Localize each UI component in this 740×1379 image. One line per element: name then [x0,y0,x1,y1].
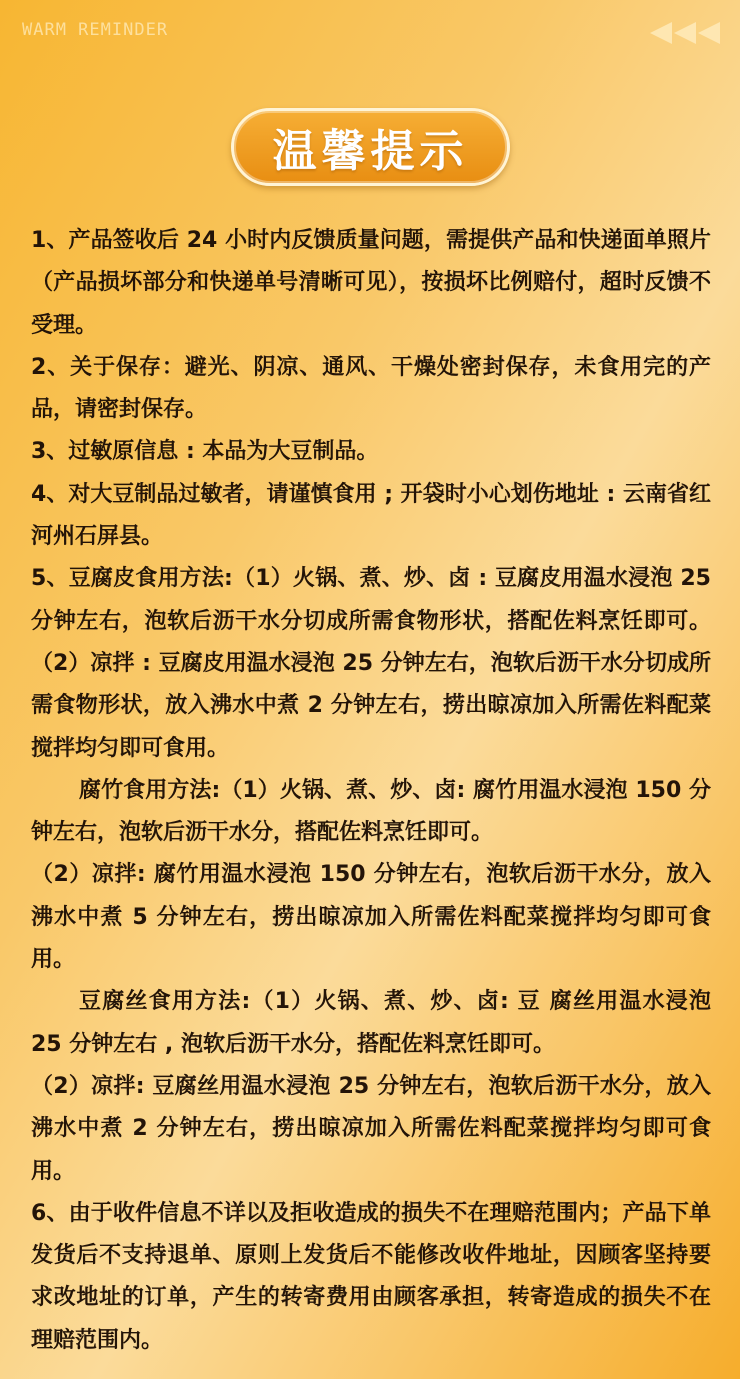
left-arrow-icon [674,22,696,44]
reminder-item-yuba-salad: （2）凉拌: 腐竹用温水浸泡 150 分钟左右，泡软后沥干水分，放入沸水中煮 5 分钟左右，捞出晾凉加入所需佐料配菜搅拌均匀即可食用。 [31,862,711,973]
left-arrow-icon [650,22,672,44]
reminder-item-yuba-usage: 腐竹食用方法:（1）火锅、煮、炒、卤: 腐竹用温水浸泡 150 分钟左右，泡软后沥干水分，搭配佐料烹饪即可。 [31,777,711,846]
reminder-item-allergen: 3、过敏原信息 : 本品为大豆制品。 [31,439,379,465]
page-title: 温馨提示 [272,126,469,177]
left-arrow-icon [698,22,720,44]
triple-left-arrow-icon [650,22,720,44]
reminder-item-tofu-shreds-salad: （2）凉拌: 豆腐丝用温水浸泡 25 分钟左右，泡软后沥干水分，放入沸水中煮 2 分钟左右，捞出晾凉加入所需佐料配菜搅拌均匀即可食用。 [31,1073,711,1184]
reminder-item-tofu-shreds-usage: 豆腐丝食用方法:（1）火锅、煮、炒、卤: 豆 腐丝用温水浸泡 25 分钟左右 , 泡软后沥干水分，搭配佐料烹饪即可。 [31,989,711,1057]
reminder-item-allergy-warning: 4、对大豆制品过敏者，请谨慎食用 ; 开袋时小心划伤地址 : 云南省红河州石屏县。 [31,481,711,550]
title-badge [231,108,510,186]
reminder-item-claims-policy: 6、由于收件信息不详以及拒收造成的损失不在理赔范围内；产品下单发货后不支持退单、原则上发货后不能修改收件地址，因顾客坚持要求改地址的订单，产生的转寄费用由顾客承担，转寄造成的损失不在理赔范围内。 [31,1200,711,1353]
reminder-item-tofu-skin-usage: 5、豆腐皮食用方法:（1）火锅、煮、炒、卤 : 豆腐皮用温水浸泡 25 分钟左右，泡软后沥干水分切成所需食物形状，搭配佐料烹饪即可。（2）凉拌 : 豆腐皮用温水浸泡 25 分钟左右，泡软后沥干水分切成所需食物形状，放入沸水中煮 2 分钟左右，捞出晾凉加入所需佐料配菜搅拌均匀即可食用。 [31,566,711,761]
reminder-item-quality-feedback: 1、产品签收后 24 小时内反馈质量问题，需提供产品和快递面单照片（产品损坏部分和快递单号清晰可见），按损坏比例赔付，超时反馈不受理。 [31,228,711,338]
reminder-item-storage: 2、关于保存：避光、阴凉、通风、干燥处密封保存，未食用完的产品，请密封保存。 [31,354,711,423]
reminder-content [31,220,711,1362]
watermark-text: WARM REMINDER [22,20,169,40]
